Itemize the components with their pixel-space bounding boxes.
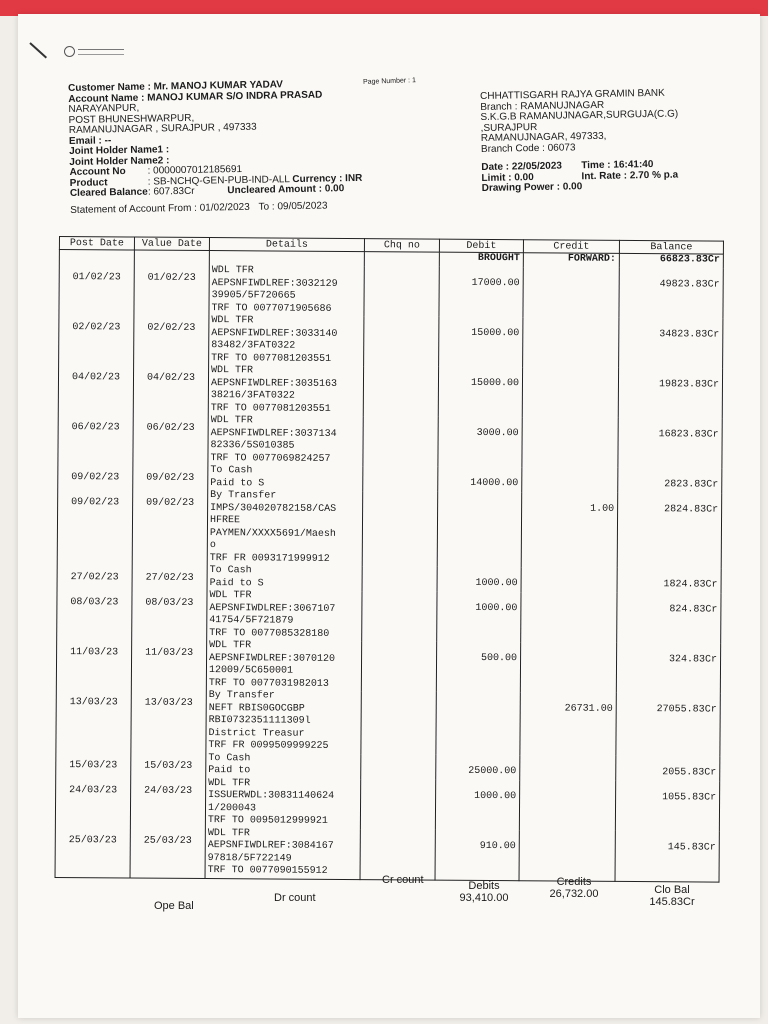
details-line: TRF TO 0077071905686 xyxy=(211,302,332,315)
cheque-no xyxy=(360,829,435,880)
details-line: IMPS/304020782158/CAS xyxy=(210,502,337,515)
value-date: 25/03/23 xyxy=(130,827,205,878)
details-line: WDL TFR xyxy=(211,315,254,327)
details-line: To Cash xyxy=(208,752,251,764)
debits-total xyxy=(452,880,516,904)
details-line: 83482/3FAT0322 xyxy=(211,340,296,352)
account-name-label: Account Name : xyxy=(68,92,148,105)
bank-logo xyxy=(64,46,124,57)
header-balance: Balance xyxy=(619,240,723,254)
post-date: 01/02/23 xyxy=(59,264,134,315)
debit-amount: 17000.00 xyxy=(439,267,523,318)
address-line-2: POST BHUNESHWARPUR, xyxy=(68,112,195,126)
credit-amount xyxy=(520,755,616,781)
details-line: AEPSNFIWDLREF:3037134 xyxy=(210,427,337,440)
address-line-3: RAMANUJNAGAR , SURAJPUR , 497333 xyxy=(68,121,257,136)
credit-amount: 26731.00 xyxy=(520,692,616,755)
value-date: 01/02/23 xyxy=(134,265,209,316)
details xyxy=(207,565,362,591)
balance-amount: 2824.83Cr xyxy=(617,493,722,569)
table-row xyxy=(59,264,723,319)
details-line: 39905/5F720665 xyxy=(211,290,296,302)
details-line: TRF TO 0077085328180 xyxy=(209,627,330,640)
customer-name: Mr. MANOJ KUMAR YADAV xyxy=(153,79,284,93)
details-line: WDL TFR xyxy=(208,777,251,789)
credit-amount xyxy=(522,367,618,418)
post-date: 27/02/23 xyxy=(57,564,132,590)
details-line: TRF TO 0077081203551 xyxy=(210,402,331,415)
product-label: Product xyxy=(69,176,108,189)
value-date: 08/03/23 xyxy=(132,590,207,641)
opening-balance-label: Ope Bal xyxy=(154,900,194,912)
details xyxy=(208,365,363,416)
value-date: 09/02/23 xyxy=(132,490,208,566)
table-row xyxy=(56,689,720,756)
details xyxy=(208,415,363,466)
debit-amount: 1000.00 xyxy=(435,779,519,830)
bank-address-1: S.K.G.B RAMANUJNAGAR,SURGUJA(C.G) xyxy=(480,108,679,123)
header-credit: Credit xyxy=(523,240,619,254)
details-line: 38216/3FAT0322 xyxy=(210,390,295,402)
customer-name-label: Customer Name : xyxy=(67,81,154,94)
balance-amount: 145.83Cr xyxy=(615,830,719,881)
credit-amount: 1.00 xyxy=(521,492,618,568)
value-date: 27/02/23 xyxy=(132,565,207,591)
details-line: HFREE xyxy=(209,515,241,527)
statement-table xyxy=(55,236,724,882)
value-date: 09/02/23 xyxy=(133,465,208,491)
product: : SB-NCHQ-GEN-PUB-IND-ALL xyxy=(147,173,290,188)
balance-amount: 1055.83Cr xyxy=(615,780,719,831)
value-date: 11/03/23 xyxy=(131,640,206,691)
header-post-date: Post Date xyxy=(59,237,134,251)
currency: Currency : INR xyxy=(292,172,363,185)
customer-block xyxy=(68,79,363,216)
details xyxy=(205,828,360,880)
debit-amount: 15000.00 xyxy=(439,317,523,368)
details-line: To Cash xyxy=(210,465,253,477)
details-line: TRF TO 0077031982013 xyxy=(208,677,329,690)
post-date: 25/03/23 xyxy=(55,826,130,877)
details-line: AEPSNFIWDLREF:3070120 xyxy=(209,652,336,665)
details-line: WDL TFR xyxy=(209,590,252,602)
post-date: 06/02/23 xyxy=(58,414,133,465)
statement-date: Date : 22/05/2023 xyxy=(481,160,563,173)
cheque-no xyxy=(362,566,437,592)
details xyxy=(206,690,361,754)
details-line: TRF TO 0077069824257 xyxy=(210,452,331,465)
cleared-balance: : 607.83Cr xyxy=(147,185,195,198)
cleared-balance-label: Cleared Balance xyxy=(69,186,148,199)
account-no-label: Account No xyxy=(69,166,126,178)
details-line: AEPSNFIWDLREF:3033140 xyxy=(211,327,338,340)
bank-address-2: ,SURAJPUR xyxy=(480,121,538,134)
details xyxy=(205,778,360,829)
credit-amount xyxy=(521,592,617,643)
bank-block xyxy=(480,89,680,195)
table-row xyxy=(58,364,722,419)
post-date: 08/03/23 xyxy=(57,589,132,640)
bank-branch: Branch : RAMANUJNAGAR xyxy=(480,99,605,113)
header-value-date: Value Date xyxy=(134,237,209,251)
details xyxy=(209,265,364,316)
details-line: WDL TFR xyxy=(210,415,253,427)
details-line: TRF TO 0095012999921 xyxy=(207,815,328,827)
table-row xyxy=(59,314,723,369)
details xyxy=(207,590,362,641)
credit-amount xyxy=(523,267,619,318)
page-number: Page Number : 1 xyxy=(362,77,417,86)
statement-to: To : 09/05/2023 xyxy=(258,199,328,213)
details xyxy=(206,753,361,779)
table-row xyxy=(58,414,722,469)
details-line: WDL TFR xyxy=(211,365,254,377)
debit-amount xyxy=(437,492,522,568)
credit-amount xyxy=(522,467,618,493)
details-line: PAYMEN/XXXX5691/Maesh xyxy=(209,527,336,540)
details-line: WDL TFR xyxy=(209,640,252,652)
debit-amount xyxy=(436,692,520,755)
forward-label: FORWARD: xyxy=(523,253,619,268)
cheque-no xyxy=(364,316,439,367)
details-line: TRF TO 0077081203551 xyxy=(211,352,332,365)
cheque-no xyxy=(361,754,436,780)
details-line: RBI0732351111309l xyxy=(208,715,311,727)
debit-amount: 1000.00 xyxy=(437,592,521,643)
details-line: ISSUERWDL:30831140624 xyxy=(208,790,335,802)
balance-amount: 19823.83Cr xyxy=(618,368,722,419)
details-line: AEPSNFIWDLREF:3035163 xyxy=(210,377,338,390)
credit-amount xyxy=(519,780,615,831)
balance-amount: 824.83Cr xyxy=(617,593,721,644)
credit-amount xyxy=(520,642,616,693)
account-name: MANOJ KUMAR S/O INDRA PRASAD xyxy=(147,89,323,104)
debit-amount: 25000.00 xyxy=(436,754,520,780)
balance-amount: 324.83Cr xyxy=(616,643,720,694)
value-date: 06/02/23 xyxy=(133,415,208,466)
debit-amount: 1000.00 xyxy=(437,567,521,593)
closing-balance-label: Clo Bal xyxy=(654,884,690,896)
balance-amount: 27055.83Cr xyxy=(616,693,720,756)
balance-amount: 34823.83Cr xyxy=(619,318,723,369)
debit-amount: 15000.00 xyxy=(438,367,522,418)
value-date: 15/03/23 xyxy=(131,752,206,778)
details-line: District Treasur xyxy=(208,727,305,740)
cheque-no xyxy=(360,779,435,830)
limit: Limit : 0.00 xyxy=(481,171,534,184)
cheque-no xyxy=(364,266,439,317)
cheque-no xyxy=(361,691,436,754)
post-date: 24/03/23 xyxy=(55,776,130,827)
details-line: o xyxy=(209,540,216,552)
closing-balance-value: 145.83Cr xyxy=(649,896,695,908)
bank-name: CHHATTISGARH RAJYA GRAMIN BANK xyxy=(479,87,665,102)
closing-balance xyxy=(640,884,704,908)
table-row xyxy=(56,639,720,694)
details xyxy=(209,315,364,366)
details-line: Paid to S xyxy=(210,477,265,489)
credit-amount xyxy=(519,830,615,881)
debits-value: 93,410.00 xyxy=(459,892,509,904)
credit-amount xyxy=(523,317,619,368)
debit-amount: 14000.00 xyxy=(438,467,522,493)
debit-amount: 500.00 xyxy=(436,642,520,693)
value-date: 13/03/23 xyxy=(131,690,206,753)
post-date: 02/02/23 xyxy=(59,314,134,365)
bank-address-3: RAMANUJNAGAR, 497333, xyxy=(480,130,607,144)
drawing-power: Drawing Power : 0.00 xyxy=(481,181,583,194)
cheque-no xyxy=(362,491,438,567)
address-line-1: NARAYANPUR, xyxy=(68,102,140,115)
post-date: 09/02/23 xyxy=(57,489,133,565)
cheque-no xyxy=(363,466,438,492)
table-row xyxy=(57,489,722,569)
details-line: AEPSNFIWDLREF:3084167 xyxy=(207,840,334,852)
statement-time: Time : 16:41:40 xyxy=(581,158,654,172)
debit-count-label: Dr count xyxy=(274,892,316,904)
interest-rate: Int. Rate : 2.70 % p.a xyxy=(581,169,679,182)
details-line: Paid to xyxy=(208,765,251,777)
credits-label: Credits xyxy=(556,876,592,888)
header-chq-no: Chq no xyxy=(364,239,439,253)
balance-amount: 2823.83Cr xyxy=(618,468,722,494)
details-line: By Transfer xyxy=(208,690,275,702)
joint-holder-1: Joint Holder Name1 : xyxy=(69,144,170,157)
credit-count-label: Cr count xyxy=(382,874,424,886)
details xyxy=(207,490,363,566)
cheque-no xyxy=(361,641,436,692)
post-date: 09/02/23 xyxy=(58,464,133,490)
value-date: 02/02/23 xyxy=(134,315,209,366)
details-line: 1/200043 xyxy=(207,802,257,814)
value-date: 24/03/23 xyxy=(130,777,205,828)
credit-amount xyxy=(521,567,617,593)
credits-total xyxy=(542,876,606,900)
details-line: WDL TFR xyxy=(211,265,254,277)
value-date: 04/02/23 xyxy=(133,365,208,416)
details-line: TRF TO 0077090155912 xyxy=(207,865,328,877)
details-line: 82336/5S010385 xyxy=(210,440,295,452)
statement-from: Statement of Account From : 01/02/2023 xyxy=(70,201,250,216)
details-line: 97818/5F722149 xyxy=(207,852,292,865)
details xyxy=(208,465,363,491)
account-no: : 0000007012185691 xyxy=(147,163,243,177)
credit-amount xyxy=(522,417,618,468)
details-line: By Transfer xyxy=(210,490,277,502)
header-debit: Debit xyxy=(439,239,523,253)
details-line: AEPSNFIWDLREF:3032129 xyxy=(211,277,338,290)
balance-amount: 16823.83Cr xyxy=(618,418,722,469)
joint-holder-2: Joint Holder Name2 : xyxy=(69,154,170,168)
post-date: 13/03/23 xyxy=(56,689,131,752)
details-line: TRF FR 0093171999912 xyxy=(209,552,330,565)
balance-amount: 2055.83Cr xyxy=(616,755,720,781)
details-line: NEFT RBIS0GOCGBP xyxy=(208,702,305,715)
table-row xyxy=(57,589,721,644)
details-line: AEPSNFIWDLREF:3067107 xyxy=(209,602,336,615)
post-date: 15/03/23 xyxy=(56,751,131,777)
balance-amount: 49823.83Cr xyxy=(619,268,723,319)
header-details: Details xyxy=(209,238,364,252)
credits-value: 26,732.00 xyxy=(549,888,599,900)
debits-label: Debits xyxy=(468,880,500,892)
details xyxy=(206,640,361,691)
post-date: 11/03/23 xyxy=(56,639,131,690)
debit-amount: 3000.00 xyxy=(438,417,522,468)
details-line: WDL TFR xyxy=(207,827,250,839)
brought-forward-balance: 66823.83Cr xyxy=(619,253,723,268)
email: Email : -- xyxy=(68,134,112,147)
details-line: Paid to S xyxy=(209,577,264,589)
branch-code: Branch Code : 06073 xyxy=(480,141,576,155)
details-line: 41754/5F721879 xyxy=(209,615,294,627)
cheque-no xyxy=(362,591,437,642)
post-date: 04/02/23 xyxy=(58,364,133,415)
bank-seal-icon xyxy=(64,46,75,57)
cheque-no xyxy=(363,416,438,467)
table-row xyxy=(55,776,719,831)
details-line: To Cash xyxy=(209,565,252,577)
uncleared-amount: Uncleared Amount : 0.00 xyxy=(227,183,345,197)
debit-amount: 910.00 xyxy=(435,829,519,880)
details-line: TRF FR 0099509999225 xyxy=(208,740,329,752)
brought-label: BROUGHT xyxy=(439,252,523,267)
cheque-no xyxy=(363,366,438,417)
balance-amount: 1824.83Cr xyxy=(617,568,721,594)
details-line: 12009/5C650001 xyxy=(208,665,294,677)
